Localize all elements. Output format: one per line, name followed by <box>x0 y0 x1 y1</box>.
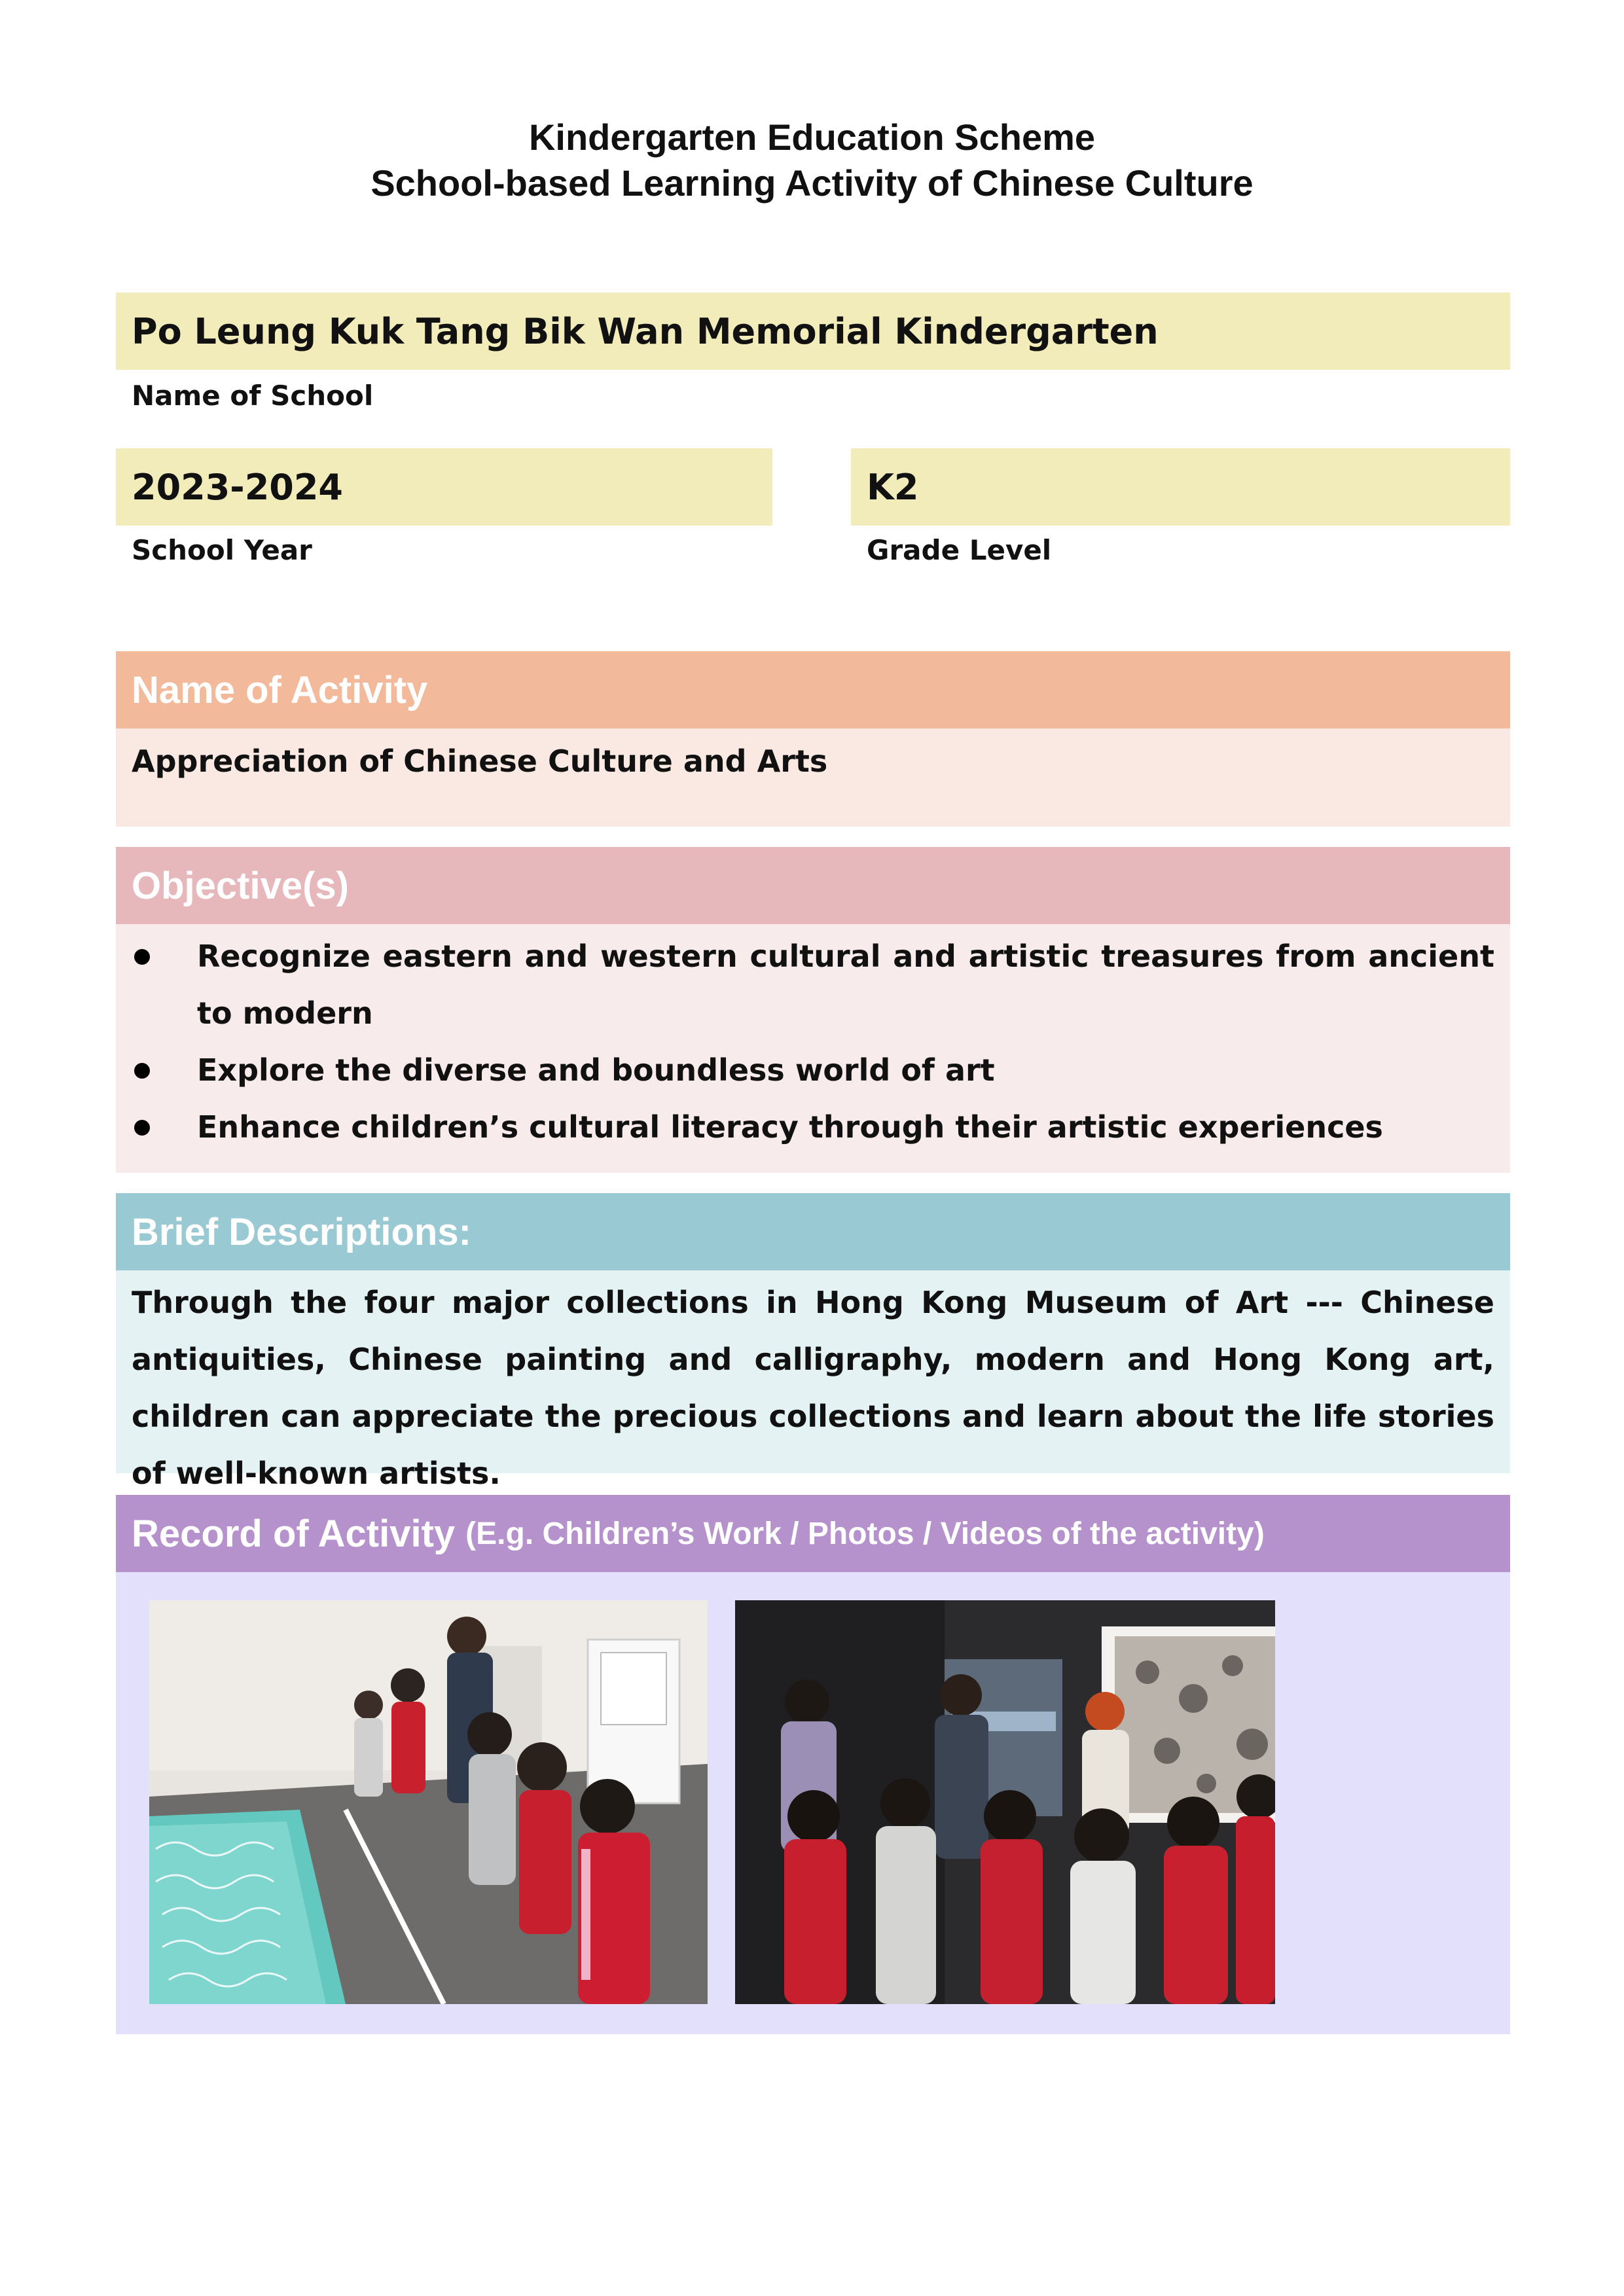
descriptions-heading <box>116 1193 1510 1270</box>
record-subheading: (E.g. Children’s Work / Photos / Videos of the activity) <box>465 1516 1265 1551</box>
document-title <box>0 115 1624 206</box>
activity-photo-1 <box>149 1600 708 2004</box>
descriptions-heading-text: Brief Descriptions: <box>132 1210 471 1253</box>
school-year-value: 2023-2024 <box>132 466 343 508</box>
objective-item <box>116 1099 1510 1156</box>
school-name-field <box>116 293 1510 370</box>
bullet-icon <box>134 1120 150 1136</box>
grade-level-label: Grade Level <box>867 534 1052 566</box>
objective-text: Recognize eastern and western cultural and artistic treasures from ancient to modern <box>197 939 1494 1031</box>
school-year-field <box>116 448 772 526</box>
descriptions-text: Through the four major collections in Hong Kong Museum of Art --- Chinese antiquities, Chinese painting and calligraphy, modern and Hong Kong art, children can appreciate the precious collections and learn about the life stories of well-known artists. <box>132 1285 1494 1491</box>
record-heading-text: Record of Activity <box>132 1512 456 1555</box>
objective-item <box>116 928 1510 1042</box>
activity-name: Appreciation of Chinese Culture and Arts <box>132 744 828 779</box>
activity-photo-2 <box>735 1600 1275 2004</box>
grade-level-field <box>851 448 1510 526</box>
descriptions-body <box>116 1270 1510 1491</box>
objectives-list <box>116 928 1510 1156</box>
activity-heading <box>116 651 1510 728</box>
title-line-2: School-based Learning Activity of Chinese Culture <box>370 162 1254 204</box>
objectives-body <box>116 924 1510 1173</box>
objectives-heading-text: Objective(s) <box>132 864 349 907</box>
activity-heading-text: Name of Activity <box>132 668 428 711</box>
objectives-heading <box>116 847 1510 924</box>
bullet-icon <box>134 949 150 965</box>
bullet-icon <box>134 1063 150 1079</box>
school-name-label: Name of School <box>132 380 374 412</box>
record-heading <box>116 1495 1510 1572</box>
school-year-label: School Year <box>132 534 312 566</box>
objective-text: Enhance children’s cultural literacy through their artistic experiences <box>197 1109 1383 1145</box>
objective-item <box>116 1042 1510 1099</box>
grade-level-value: K2 <box>867 466 919 508</box>
school-name-value: Po Leung Kuk Tang Bik Wan Memorial Kindergarten <box>132 310 1159 352</box>
activity-body <box>116 728 1510 827</box>
title-line-1: Kindergarten Education Scheme <box>528 117 1096 158</box>
objective-text: Explore the diverse and boundless world of art <box>197 1052 995 1088</box>
